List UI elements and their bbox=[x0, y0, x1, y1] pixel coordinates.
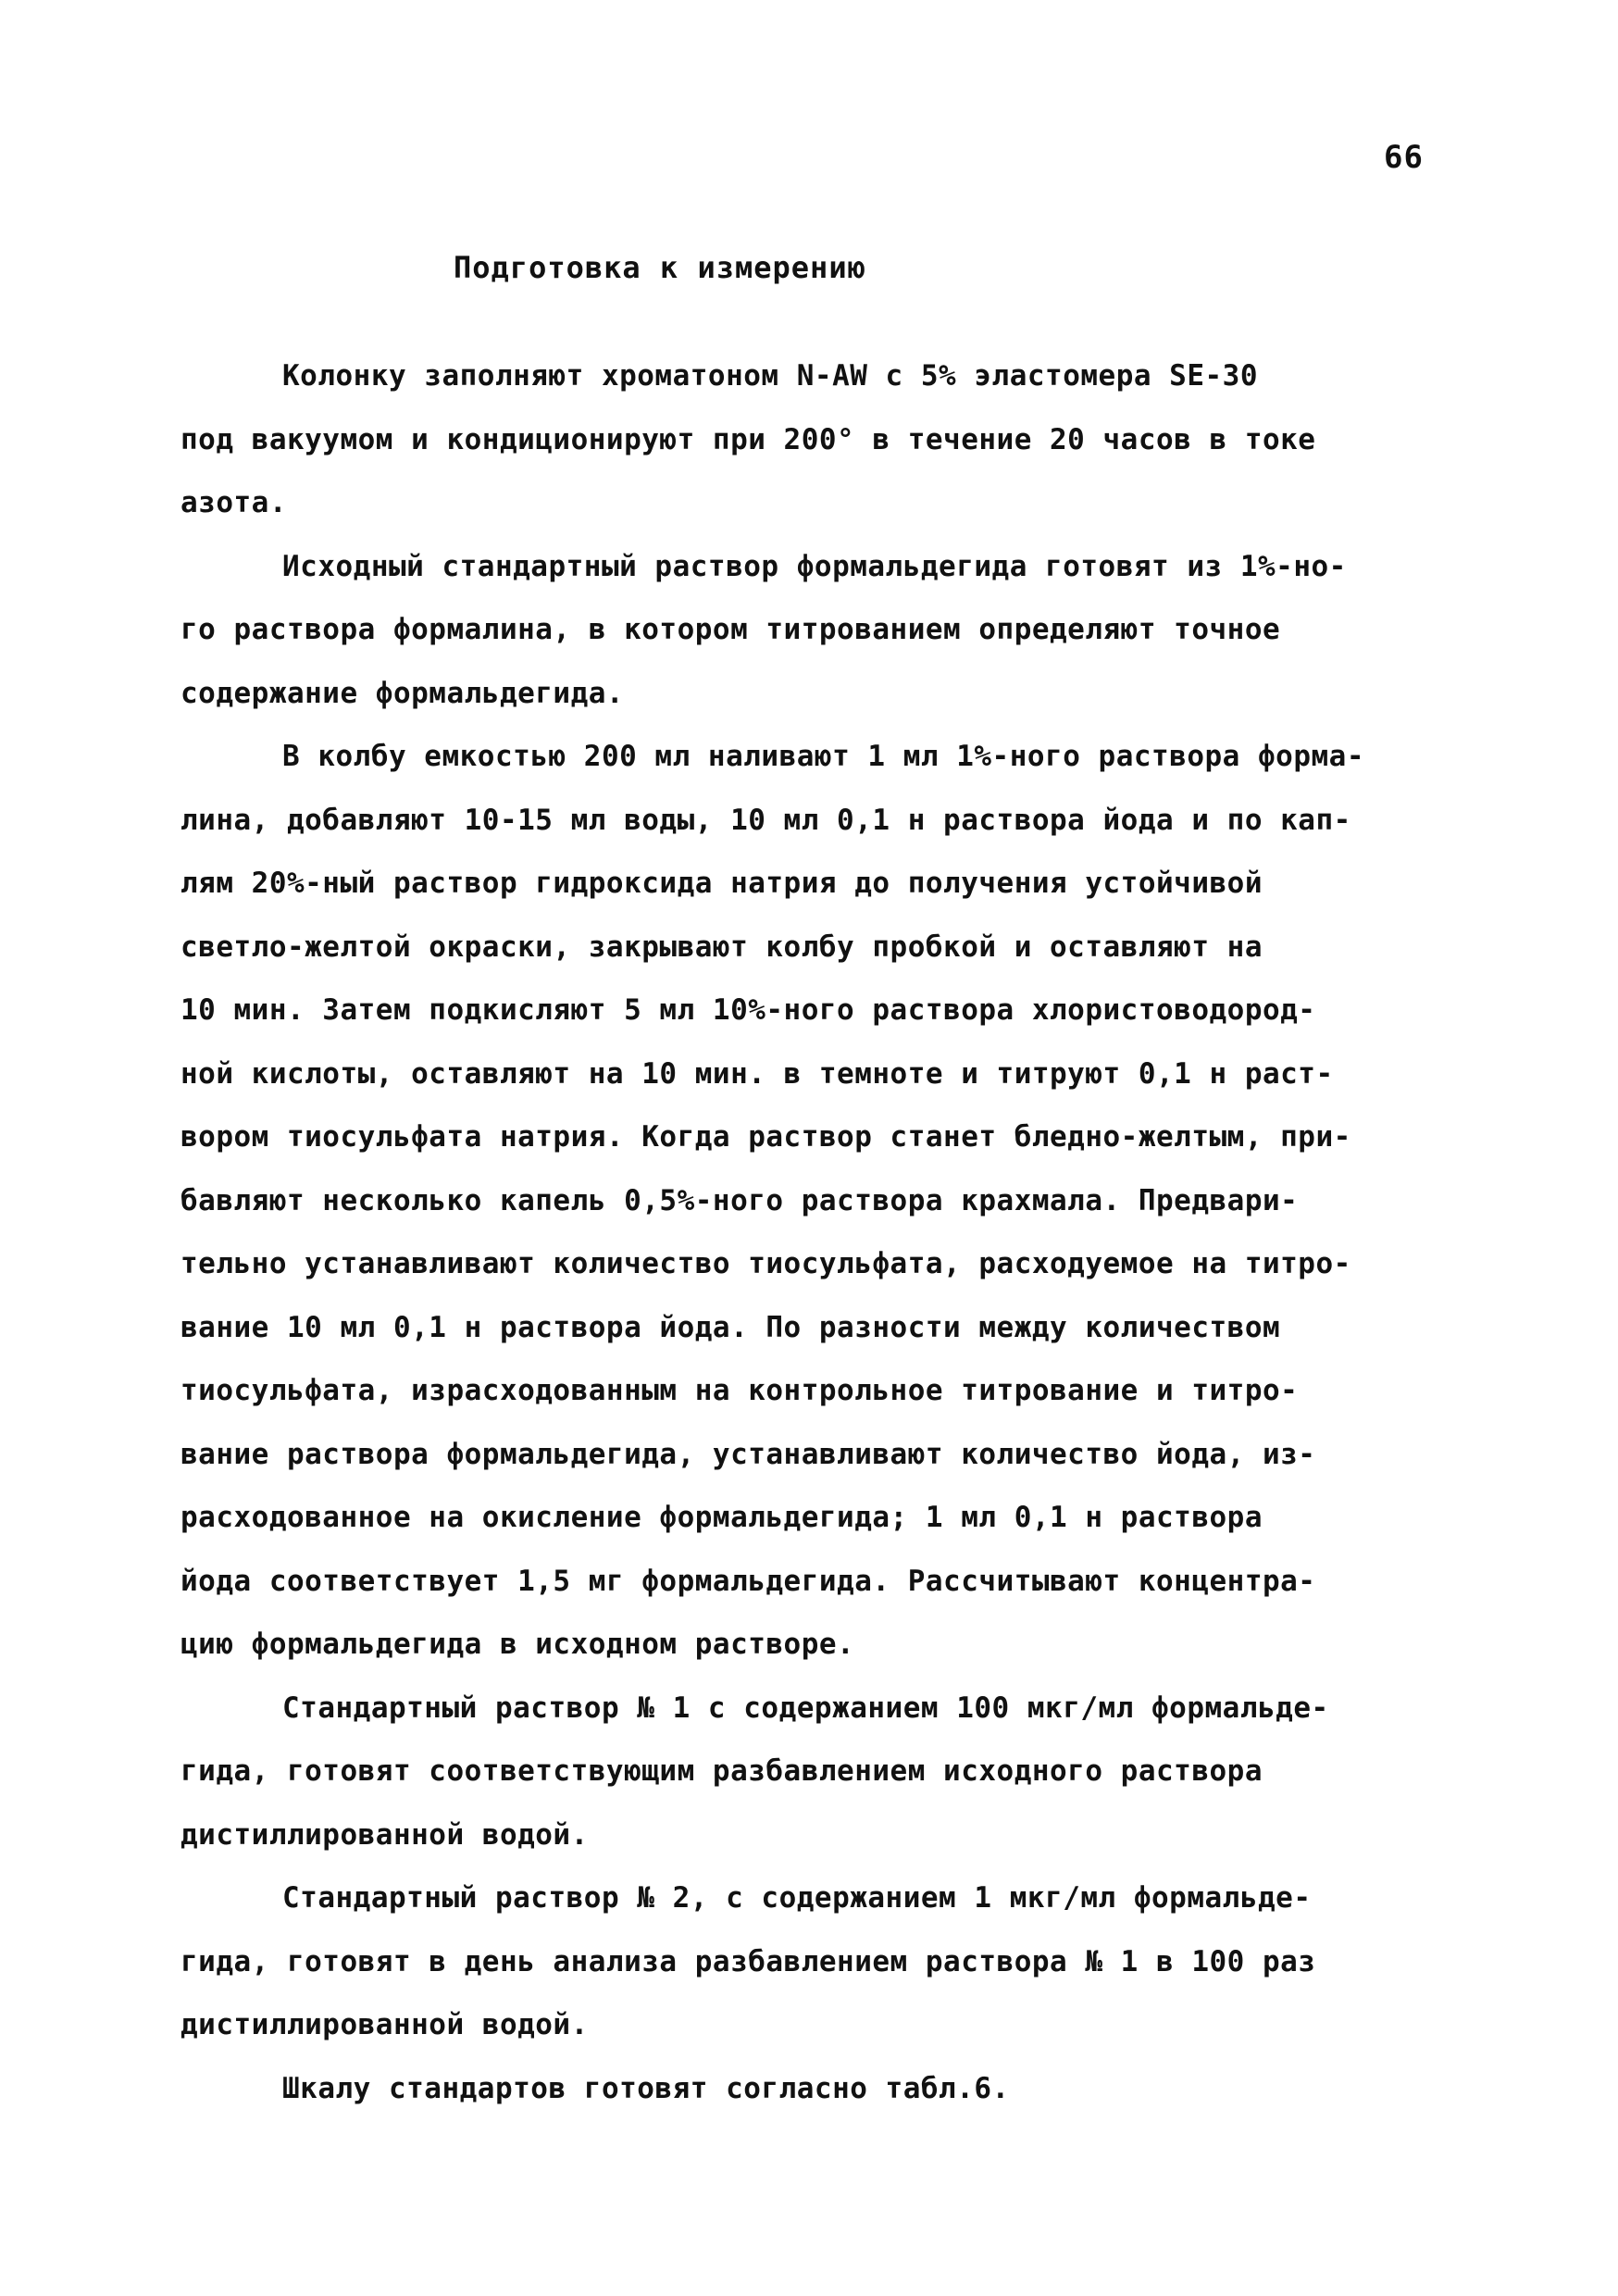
text-line: Исходный стандартный раствор формальдегида готовят из 1%-но- bbox=[282, 549, 1347, 583]
text-line: вание 10 мл 0,1 н раствора йода. По разности между количеством bbox=[180, 1310, 1281, 1344]
page-number: 66 bbox=[1384, 139, 1424, 176]
text-line: дистиллированной водой. bbox=[180, 2008, 589, 2041]
text-line: лина, добавляют 10-15 мл воды, 10 мл 0,1 н раствора йода и по кап- bbox=[180, 803, 1351, 837]
text-line: тельно устанавливают количество тиосульфата, расходуемое на титро- bbox=[180, 1247, 1351, 1280]
text-line: Стандартный раствор № 2, с содержанием 1 мкг/мл формальде- bbox=[282, 1881, 1312, 1915]
body-text bbox=[180, 344, 1439, 2120]
text-line: ной кислоты, оставляют на 10 мин. в темноте и титруют 0,1 н раст- bbox=[180, 1056, 1334, 1091]
text-line: 10 мин. Затем подкисляют 5 мл 10%-ного раствора хлористоводород- bbox=[180, 993, 1316, 1027]
paragraph-column-preparation bbox=[180, 344, 1439, 535]
text-line: Колонку заполняют хроматоном N-AW с 5% эластомера SE-30 bbox=[282, 359, 1258, 393]
text-line: йода соответствует 1,5 мг формальдегида. Рассчитывают концентра- bbox=[180, 1564, 1316, 1598]
text-line: цию формальдегида в исходном растворе. bbox=[180, 1628, 855, 1661]
text-line: го раствора формалина, в котором титрованием определяют точное bbox=[180, 613, 1281, 646]
paragraph-titration-procedure bbox=[180, 725, 1439, 1677]
text-line: содержание формальдегида. bbox=[180, 676, 625, 710]
text-line: вание раствора формальдегида, устанавливают количество йода, из- bbox=[180, 1437, 1316, 1471]
text-line: гида, готовят соответствующим разбавлением исходного раствора bbox=[180, 1754, 1263, 1788]
paragraph-standard-solution-2 bbox=[180, 1866, 1439, 2057]
paragraph-standards-scale bbox=[180, 2057, 1439, 2121]
text-line: под вакуумом и кондиционируют при 200° в течение 20 часов в токе bbox=[180, 422, 1316, 456]
section-heading: Подготовка к измерению bbox=[454, 250, 866, 285]
text-line: бавляют несколько капель 0,5%-ного раствора крахмала. Предвари- bbox=[180, 1183, 1299, 1217]
text-line: В колбу емкостью 200 мл наливают 1 мл 1%-ного раствора форма- bbox=[282, 740, 1364, 773]
text-line: гида, готовят в день анализа разбавлением раствора № 1 в 100 раз bbox=[180, 1944, 1316, 1978]
text-line: азота. bbox=[180, 486, 287, 519]
paragraph-standard-solution-1 bbox=[180, 1677, 1439, 1867]
text-line: лям 20%-ный раствор гидроксида натрия до получения устойчивой bbox=[180, 867, 1263, 900]
text-line: тиосульфата, израсходованным на контрольное титрование и титро- bbox=[180, 1374, 1299, 1407]
text-line: дистиллированной водой. bbox=[180, 1817, 589, 1852]
paragraph-stock-solution bbox=[180, 535, 1439, 726]
text-line: Шкалу стандартов готовят согласно табл.6. bbox=[282, 2071, 1010, 2105]
text-line: вором тиосульфата натрия. Когда раствор станет бледно-желтым, при- bbox=[180, 1120, 1351, 1154]
text-line: расходованное на окисление формальдегида; 1 мл 0,1 н раствора bbox=[180, 1501, 1263, 1534]
text-line: Стандартный раствор № 1 с содержанием 100 мкг/мл формальде- bbox=[282, 1691, 1329, 1725]
text-line: светло-желтой окраски, закрывают колбу пробкой и оставляют на bbox=[180, 930, 1263, 964]
